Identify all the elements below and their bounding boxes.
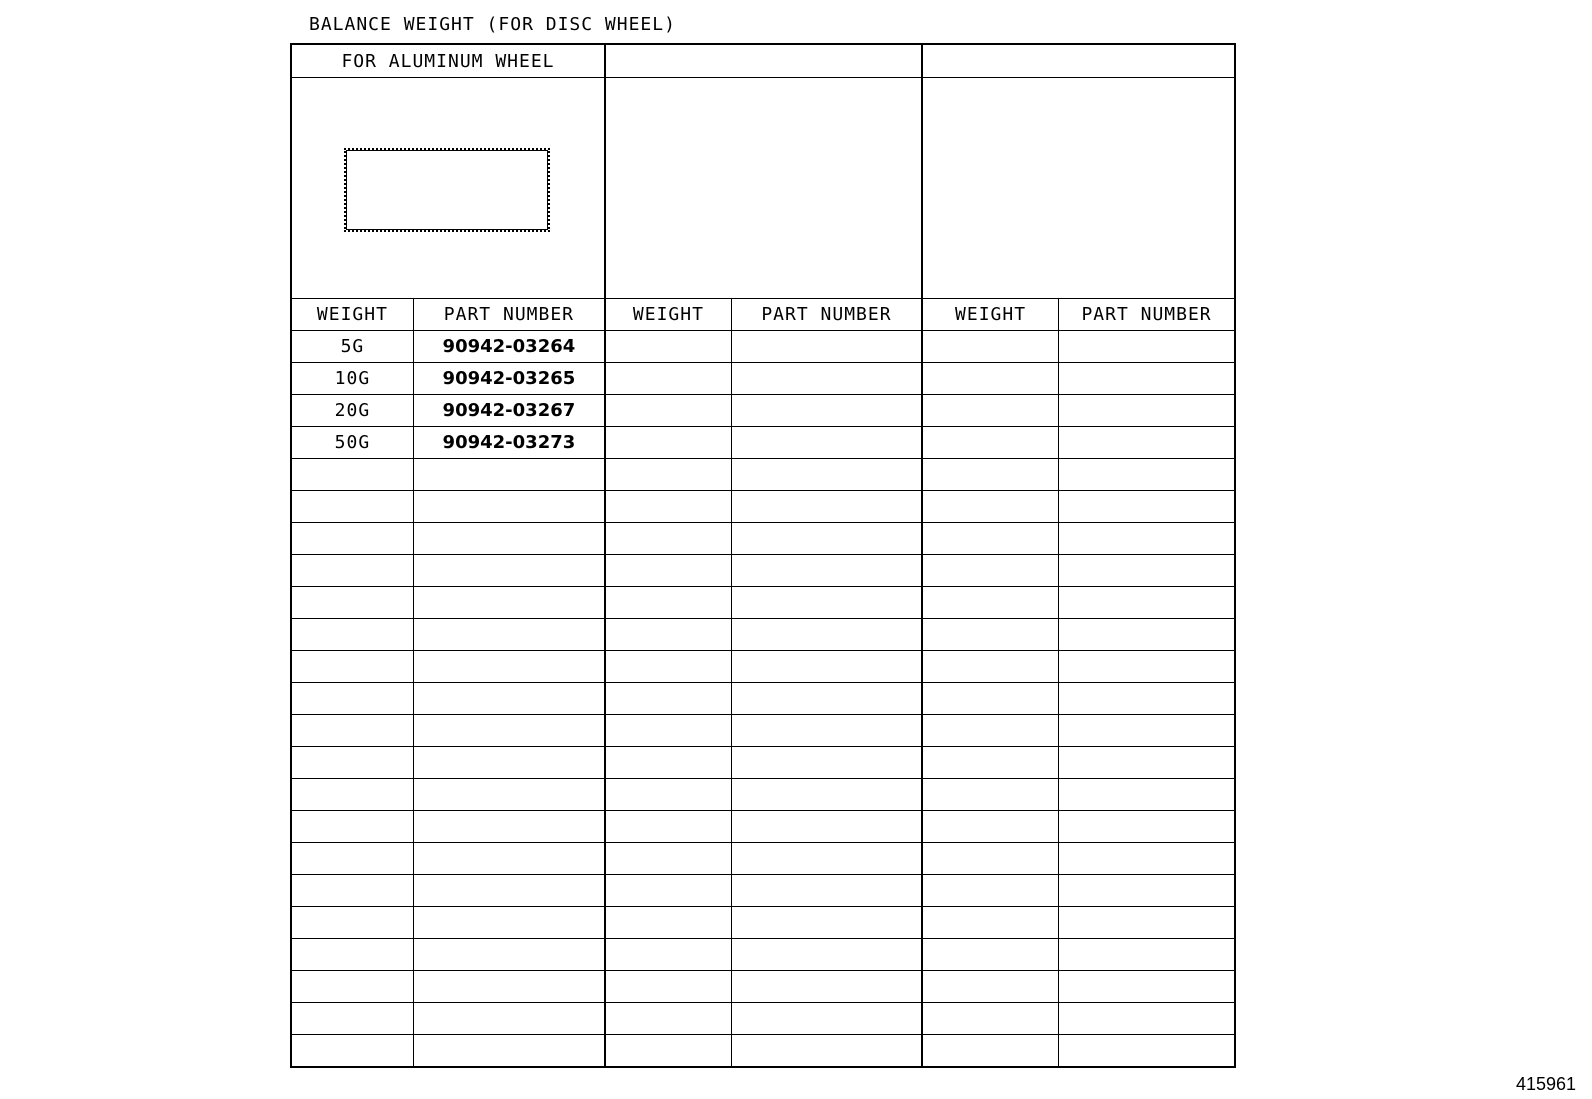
weight-cell [605,747,731,779]
part-number-cell [413,971,605,1003]
weight-cell [922,619,1059,651]
weight-cell [291,907,413,939]
illustration-cell-3 [922,78,1235,299]
weight-cell [291,747,413,779]
part-number-cell [731,619,922,651]
weight-cell [605,459,731,491]
part-number-cell [1059,1003,1235,1035]
part-number-cell [413,1003,605,1035]
part-number-cell [413,555,605,587]
weight-cell [605,811,731,843]
illustration-cell-2 [605,78,922,299]
part-number-cell [413,811,605,843]
part-number-cell: 90942-03267 [413,395,605,427]
part-number-cell [413,587,605,619]
weight-column-header: WEIGHT [922,299,1059,331]
illustration-row [291,78,1235,299]
aluminum-wheel-illustration [291,78,605,299]
weight-cell [922,939,1059,971]
part-number-cell [413,651,605,683]
part-number-cell: 90942-03273 [413,427,605,459]
part-number-cell [1059,587,1235,619]
part-number-cell [731,875,922,907]
part-number-cell [731,811,922,843]
table-row [291,395,1235,427]
part-number-cell [731,491,922,523]
balance-weight-table [290,43,1236,1068]
part-number-cell [413,907,605,939]
part-number-cell [1059,939,1235,971]
table-row [291,779,1235,811]
section-header-row [291,44,1235,78]
weight-cell [922,779,1059,811]
part-number-cell [731,747,922,779]
weight-cell [922,811,1059,843]
weight-cell [922,843,1059,875]
weight-cell [291,779,413,811]
section-header-3 [922,44,1235,78]
table-row [291,555,1235,587]
table-row [291,619,1235,651]
weight-cell [291,843,413,875]
table-row [291,427,1235,459]
table-row [291,971,1235,1003]
table-row [291,1003,1235,1035]
part-number-cell [1059,427,1235,459]
weight-cell [922,747,1059,779]
part-number-cell [413,939,605,971]
part-number-cell [413,491,605,523]
part-number-cell [731,715,922,747]
part-number-cell [413,843,605,875]
part-number-cell [1059,555,1235,587]
weight-cell [605,971,731,1003]
weight-cell [605,939,731,971]
part-number-cell [731,779,922,811]
section-header-aluminum-wheel: FOR ALUMINUM WHEEL [291,44,605,78]
part-number-cell [1059,395,1235,427]
balance-weight-illustration [344,148,550,232]
page-title: BALANCE WEIGHT (FOR DISC WHEEL) [309,14,676,35]
weight-cell [291,491,413,523]
weight-cell [605,331,731,363]
column-header-row [291,299,1235,331]
weight-cell: 50G [291,427,413,459]
weight-cell [605,1003,731,1035]
part-number-cell [1059,715,1235,747]
weight-cell [605,875,731,907]
part-number-cell [1059,747,1235,779]
document-id: 415961 [1516,1074,1577,1094]
weight-cell: 10G [291,363,413,395]
weight-cell [922,459,1059,491]
weight-cell [605,779,731,811]
weight-cell [291,875,413,907]
table-row [291,715,1235,747]
table-row [291,523,1235,555]
part-number-cell [1059,619,1235,651]
weight-cell [605,619,731,651]
part-number-cell [1059,907,1235,939]
weight-cell [605,683,731,715]
part-number-cell [1059,875,1235,907]
weight-cell [291,587,413,619]
part-number-column-header: PART NUMBER [731,299,922,331]
weight-cell [922,331,1059,363]
table-row [291,875,1235,907]
part-number-cell [1059,811,1235,843]
weight-cell [605,491,731,523]
part-number-cell: 90942-03264 [413,331,605,363]
part-number-cell [731,587,922,619]
section-header-2 [605,44,922,78]
part-number-cell: 90942-03265 [413,363,605,395]
weight-cell [605,907,731,939]
weight-cell [605,651,731,683]
part-number-cell [731,523,922,555]
table-row [291,491,1235,523]
weight-cell [922,971,1059,1003]
part-number-column-header: PART NUMBER [413,299,605,331]
weight-cell [922,715,1059,747]
weight-cell [605,363,731,395]
weight-cell [922,1035,1059,1068]
part-number-cell [413,747,605,779]
weight-column-header: WEIGHT [291,299,413,331]
weight-cell [922,491,1059,523]
part-number-cell [731,1035,922,1068]
weight-cell [291,939,413,971]
part-number-cell [413,459,605,491]
part-number-cell [1059,971,1235,1003]
part-number-cell [731,907,922,939]
weight-cell [291,555,413,587]
part-number-cell [731,651,922,683]
part-number-cell [731,459,922,491]
weight-cell [605,555,731,587]
part-number-cell [1059,683,1235,715]
table-row [291,683,1235,715]
weight-cell [605,843,731,875]
table-row [291,363,1235,395]
table-row [291,651,1235,683]
table-row [291,811,1235,843]
part-number-cell [731,683,922,715]
part-number-cell [731,555,922,587]
weight-cell [291,523,413,555]
weight-cell [922,363,1059,395]
part-number-cell [1059,651,1235,683]
weight-cell [291,1035,413,1068]
table-row [291,587,1235,619]
part-number-cell [413,875,605,907]
part-number-cell [413,619,605,651]
weight-cell [291,811,413,843]
weight-cell [291,1003,413,1035]
part-number-cell [1059,491,1235,523]
part-number-cell [413,715,605,747]
weight-cell [605,395,731,427]
table-row [291,843,1235,875]
part-number-cell [413,683,605,715]
part-number-cell [413,779,605,811]
part-number-cell [1059,523,1235,555]
weight-cell [291,651,413,683]
table-row [291,1035,1235,1068]
table-row [291,459,1235,491]
table-row [291,907,1235,939]
table-row [291,331,1235,363]
weight-cell [605,587,731,619]
weight-cell [291,459,413,491]
part-number-cell [731,427,922,459]
weight-column-header: WEIGHT [605,299,731,331]
weight-cell [605,1035,731,1068]
weight-cell: 20G [291,395,413,427]
part-number-cell [1059,363,1235,395]
part-number-cell [1059,779,1235,811]
weight-cell [291,683,413,715]
weight-cell [922,875,1059,907]
weight-cell: 5G [291,331,413,363]
weight-cell [605,427,731,459]
part-number-cell [413,1035,605,1068]
table-row [291,747,1235,779]
weight-cell [291,715,413,747]
table-row [291,939,1235,971]
weight-cell [922,427,1059,459]
part-number-cell [731,843,922,875]
part-number-cell [731,1003,922,1035]
part-number-cell [413,523,605,555]
weight-cell [922,555,1059,587]
weight-cell [605,523,731,555]
part-number-cell [1059,843,1235,875]
part-number-cell [731,971,922,1003]
part-number-column-header: PART NUMBER [1059,299,1235,331]
weight-cell [291,971,413,1003]
weight-cell [922,683,1059,715]
weight-cell [922,587,1059,619]
weight-cell [922,1003,1059,1035]
part-number-cell [1059,331,1235,363]
weight-cell [922,395,1059,427]
part-number-cell [1059,459,1235,491]
weight-cell [922,651,1059,683]
part-number-cell [731,331,922,363]
weight-cell [605,715,731,747]
part-number-cell [1059,1035,1235,1068]
weight-cell [291,619,413,651]
part-number-cell [731,363,922,395]
weight-cell [922,523,1059,555]
part-number-cell [731,395,922,427]
weight-cell [922,907,1059,939]
part-number-cell [731,939,922,971]
